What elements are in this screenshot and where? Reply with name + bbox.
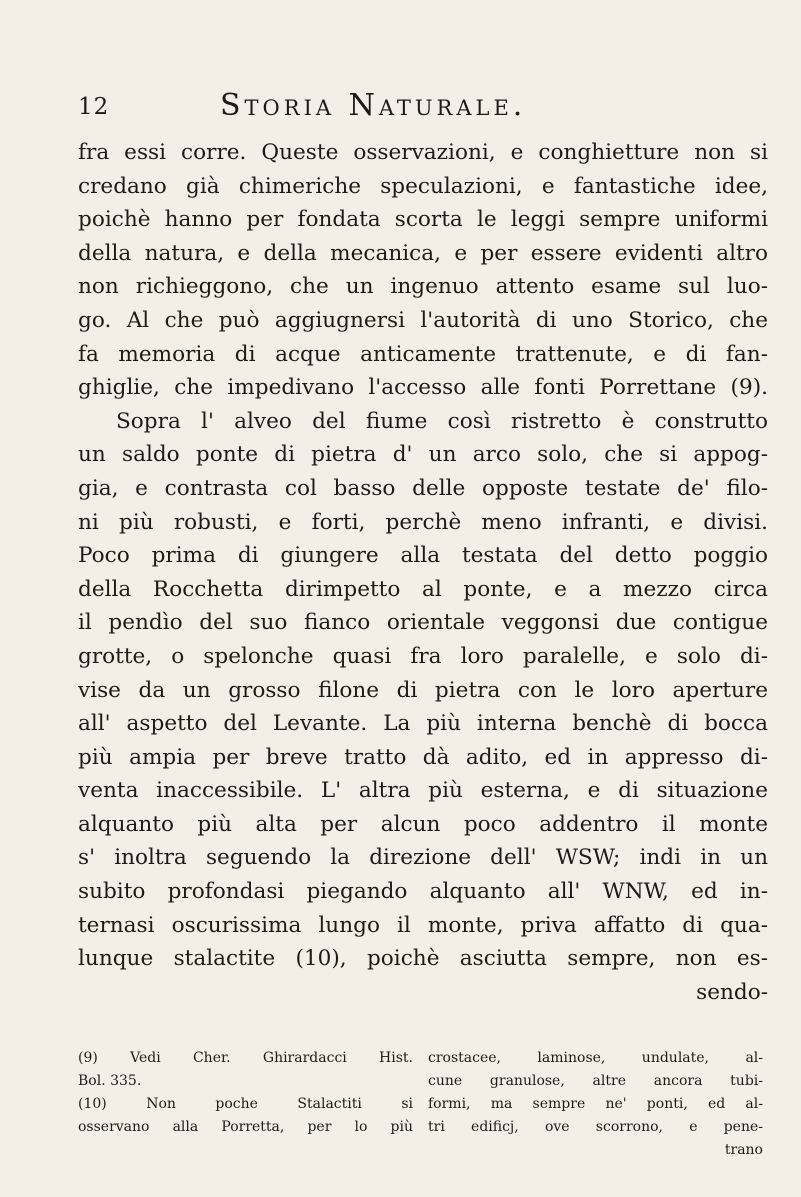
footnotes-right-column [428, 1047, 763, 1162]
body-line: più ampia per breve tratto dà adito, ed in appresso di- [78, 744, 768, 770]
body-line: vise da un grosso filone di pietra con le loro aperture [78, 677, 768, 703]
catchword: sendo- [696, 979, 768, 1005]
footnote-line: osservano alla Porretta, per lo più [78, 1119, 413, 1135]
footnote-line: (9) Vedi Cher. Ghirardacci Hist. [78, 1050, 413, 1066]
body-line: poichè hanno per fondata scorta le leggi sempre uniformi [78, 207, 768, 233]
footnote-line: trano [724, 1142, 763, 1158]
body-line: ghiglie, che impedivano l'accesso alle fonti Porrettane (9). [78, 375, 768, 401]
body-line: Poco prima di giungere alla testata del detto poggio [78, 543, 768, 569]
body-line: venta inaccessibile. L' altra più esterna, e di situazione [78, 778, 768, 804]
body-line: non richieggono, che un ingenuo attento esame sul luo- [78, 274, 768, 300]
body-line: all' aspetto del Levante. La più interna benchè di bocca [78, 711, 768, 737]
page-number: 12 [78, 94, 110, 120]
body-line: ni più robusti, e forti, perchè meno infranti, e divisi. [78, 509, 768, 535]
body-line: lunque stalactite (10), poichè asciutta sempre, non es- [78, 946, 768, 972]
body-line: credano già chimeriche speculazioni, e fantastiche idee, [78, 173, 768, 199]
body-line: go. Al che può aggiugnersi l'autorità di uno Storico, che [78, 307, 768, 333]
body-line: subito profondasi piegando alquanto all' WNW, ed in- [78, 879, 768, 905]
body-line: un saldo ponte di pietra d' un arco solo, che si appog- [78, 442, 768, 468]
footnote-line: cune granulose, altre ancora tubi- [428, 1073, 763, 1089]
footnote-line: (10) Non poche Stalactiti si [78, 1096, 413, 1112]
body-line: Sopra l' alveo del fiume così ristretto è construtto [116, 408, 768, 434]
body-text [78, 136, 768, 1009]
footnote-line: formi, ma sempre ne' ponti, ed al- [428, 1096, 763, 1112]
body-line: gia, e contrasta col basso delle opposte testate de' filo- [78, 475, 768, 501]
body-line: s' inoltra seguendo la direzione dell' WSW; indi in un [78, 845, 768, 871]
body-line: fra essi corre. Queste osservazioni, e conghietture non si [78, 140, 768, 165]
body-line: della Rocchetta dirimpetto al ponte, e a mezzo circa [78, 576, 768, 602]
page-header [78, 88, 758, 128]
body-line: il pendìo del suo fianco orientale veggonsi due contigue [78, 610, 768, 636]
body-line: ternasi oscurissima lungo il monte, priva affatto di qua- [78, 912, 768, 938]
footnote-line: Bol. 335. [78, 1073, 142, 1089]
body-line: della natura, e della mecanica, e per essere evidenti altro [78, 240, 768, 266]
running-title: Storia Naturale. [220, 88, 527, 123]
footnote-line: crostacee, laminose, undulate, al- [428, 1050, 763, 1066]
body-line: alquanto più alta per alcun poco addentro il monte [78, 811, 768, 837]
body-line: fa memoria di acque anticamente trattenute, e di fan- [78, 341, 768, 367]
footnotes [78, 1047, 768, 1167]
body-line: grotte, o spelonche quasi fra loro paralelle, e solo di- [78, 643, 768, 669]
footnotes-left-column [78, 1047, 413, 1139]
footnote-line: tri edificj, ove scorrono, e pene- [428, 1119, 763, 1135]
